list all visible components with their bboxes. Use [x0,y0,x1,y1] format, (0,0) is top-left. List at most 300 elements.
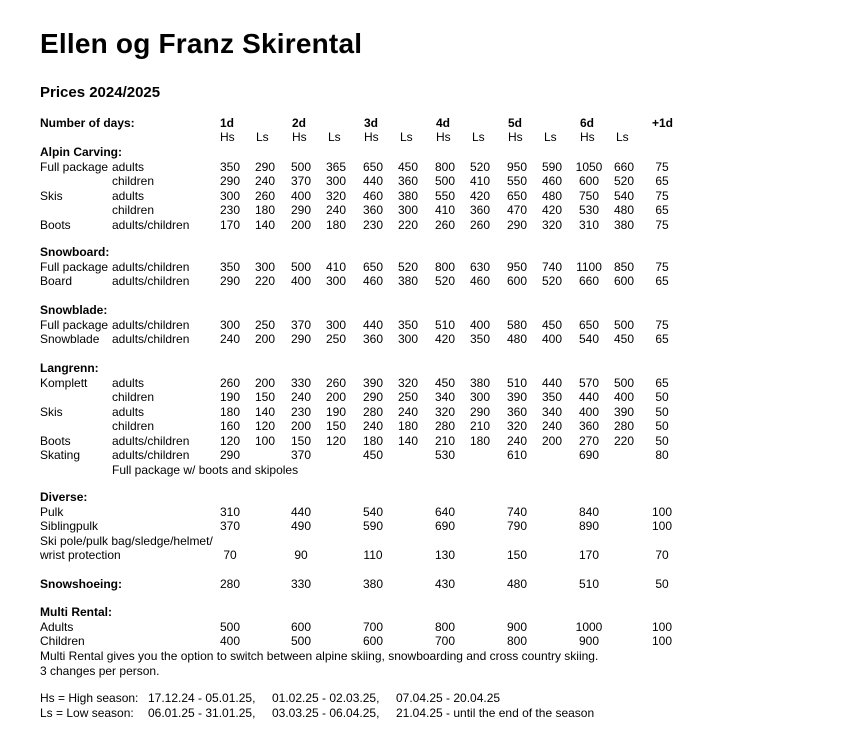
price-value: 440 [290,504,312,519]
price-value: 150 [325,419,347,433]
price-value: 50 [655,577,669,591]
price-value: 240 [506,433,528,448]
price-value: 370 [219,519,241,533]
price-value: 340 [541,404,563,419]
price-value: 950 [506,159,528,174]
price-value: 220 [254,274,276,288]
season-header: Ls [400,130,413,144]
price-value: 180 [469,433,491,448]
season-header: Hs [220,130,235,144]
price-value: 75 [655,159,669,174]
price-value: 800 [434,159,456,174]
season-header: Hs [292,130,307,144]
price-value: 80 [655,448,669,462]
price-value: 480 [613,203,635,217]
price-value: 590 [362,519,384,533]
price-value: 240 [325,203,347,217]
price-value: 390 [506,390,528,404]
price-value: 65 [655,203,669,217]
item-label: Skis [40,188,63,203]
price-value: 850 [613,259,635,274]
group-label: children [112,203,155,217]
section-title: Multi Rental: [40,605,112,619]
group-label: adults/children [112,433,190,448]
price-value: 570 [578,375,600,390]
price-value: 150 [290,433,312,448]
price-value: 590 [541,159,563,174]
price-value: 100 [651,504,673,519]
price-value: 420 [541,203,563,217]
section-title: Snowshoeing: [40,577,122,591]
price-value: 800 [506,634,528,648]
season-period: 21.04.25 - until the end of the season [396,706,595,720]
price-value: 450 [362,448,384,462]
price-value: 450 [541,317,563,332]
price-value: 270 [578,433,600,448]
group-label: adults/children [112,217,190,232]
price-value: 50 [655,419,669,433]
season-legend-label: Ls = Low season: [40,706,134,720]
item-label: Siblingpulk [40,519,99,533]
price-value: 300 [325,274,347,288]
item-label: Komplett [40,375,88,390]
price-value: 100 [651,619,673,634]
price-value: 540 [578,332,600,346]
price-value: 360 [469,203,491,217]
price-value: 450 [613,332,635,346]
price-value: 50 [655,433,669,448]
season-period: 07.04.25 - 20.04.25 [396,691,501,705]
item-label: Skis [40,404,63,419]
price-value: 260 [325,375,347,390]
group-label: children [112,174,155,188]
price-value: 180 [397,419,419,433]
season-legend-label: Hs = High season: [40,691,139,705]
season-header: Ls [544,130,557,144]
price-value: 230 [219,203,241,217]
price-value: 250 [325,332,347,346]
price-value: 480 [506,577,528,591]
day-header: +1d [652,116,674,130]
price-value: 400 [290,274,312,288]
price-value: 740 [541,259,563,274]
price-value: 520 [469,159,491,174]
price-value: 550 [506,174,528,188]
day-header: 3d [364,116,379,130]
price-value: 150 [254,390,276,404]
price-value: 610 [506,448,528,462]
price-value: 500 [613,375,635,390]
price-value: 410 [434,203,456,217]
price-value: 510 [578,577,600,591]
season-period: 17.12.24 - 05.01.25, [148,691,256,705]
price-value: 380 [613,217,635,232]
price-value: 370 [290,174,312,188]
price-value: 390 [362,375,384,390]
section-title: Diverse: [40,490,88,504]
price-value: 280 [219,577,241,591]
price-value: 300 [469,390,491,404]
price-value: 120 [254,419,276,433]
price-value: 250 [254,317,276,332]
price-value: 380 [362,577,384,591]
price-value: 380 [397,188,419,203]
price-value: 600 [506,274,528,288]
days-header-label: Number of days: [40,116,135,130]
price-value: 340 [434,390,456,404]
price-value: 360 [397,174,419,188]
price-subtitle: Prices 2024/2025 [40,84,161,101]
price-value: 350 [219,159,241,174]
price-value: 360 [578,419,600,433]
group-label: adults [112,375,145,390]
price-value: 120 [219,433,241,448]
item-label: Boots [40,433,71,448]
price-value: 75 [655,188,669,203]
price-value: 350 [397,317,419,332]
multi-rental-note: 3 changes per person. [40,663,160,678]
price-value: 50 [655,390,669,404]
item-label: Full package [40,259,109,274]
price-value: 300 [219,188,241,203]
price-value: 600 [362,634,384,648]
price-value: 220 [397,217,419,232]
item-label: Adults [40,619,74,634]
price-value: 170 [578,548,600,562]
price-value: 300 [325,317,347,332]
price-value: 330 [290,375,312,390]
price-value: 120 [325,433,347,448]
multi-rental-note: Multi Rental gives you the option to switch between alpine skiing, snowboarding and cross country skiing. [40,649,599,663]
price-value: 380 [397,274,419,288]
price-value: 300 [219,317,241,332]
price-value: 200 [541,433,563,448]
price-value: 240 [397,404,419,419]
item-label: wrist protection [40,548,121,562]
item-label: Ski pole/pulk bag/sledge/helmet/ [40,533,213,548]
season-header: Ls [616,130,629,144]
day-header: 1d [220,116,235,130]
season-header: Hs [436,130,451,144]
price-value: 650 [578,317,600,332]
price-value: 360 [362,332,384,346]
price-value: 790 [506,519,528,533]
price-value: 260 [254,188,276,203]
price-value: 410 [325,259,347,274]
price-value: 65 [655,274,669,288]
price-value: 660 [578,274,600,288]
price-value: 500 [290,634,312,648]
price-value: 290 [219,448,241,462]
price-value: 480 [506,332,528,346]
price-value: 180 [254,203,276,217]
day-header: 6d [580,116,595,130]
price-value: 660 [613,159,635,174]
group-label: adults/children [112,259,190,274]
day-header: 5d [508,116,523,130]
group-label: children [112,390,155,404]
price-value: 600 [290,619,312,634]
price-value: 290 [362,390,384,404]
price-value: 500 [290,259,312,274]
price-value: 370 [290,448,312,462]
price-value: 240 [290,390,312,404]
price-value: 700 [434,634,456,648]
price-value: 520 [434,274,456,288]
price-value: 500 [434,174,456,188]
group-label: adults [112,188,145,203]
group-label: adults/children [112,332,190,346]
season-header: Ls [328,130,341,144]
price-value: 200 [290,217,312,232]
price-value: 500 [219,619,241,634]
price-value: 600 [613,274,635,288]
price-value: 440 [578,390,600,404]
price-value: 450 [397,159,419,174]
price-value: 320 [434,404,456,419]
group-label: children [112,419,155,433]
price-value: 220 [613,433,635,448]
price-value: 90 [294,548,308,562]
price-value: 310 [578,217,600,232]
price-value: 460 [362,188,384,203]
price-value: 75 [655,217,669,232]
item-label: Full package [40,317,109,332]
price-value: 200 [254,332,276,346]
price-value: 600 [578,174,600,188]
day-header: 4d [436,116,451,130]
price-value: 230 [362,217,384,232]
price-value: 380 [469,375,491,390]
price-value: 530 [434,448,456,462]
price-value: 950 [506,259,528,274]
price-value: 420 [434,332,456,346]
price-value: 240 [362,419,384,433]
price-value: 410 [469,174,491,188]
price-value: 290 [219,274,241,288]
price-value: 400 [219,634,241,648]
group-label: adults/children [112,274,190,288]
price-value: 200 [325,390,347,404]
price-value: 65 [655,174,669,188]
price-value: 200 [290,419,312,433]
price-value: 440 [541,375,563,390]
price-value: 190 [219,390,241,404]
price-value: 190 [325,404,347,419]
price-value: 420 [469,188,491,203]
price-value: 640 [434,504,456,519]
price-value: 300 [397,332,419,346]
price-value: 530 [578,203,600,217]
price-value: 690 [578,448,600,462]
price-value: 320 [541,217,563,232]
price-value: 250 [397,390,419,404]
price-value: 180 [362,433,384,448]
price-value: 180 [325,217,347,232]
price-value: 280 [362,404,384,419]
price-value: 350 [219,259,241,274]
item-label: Full package [40,159,109,174]
price-value: 520 [613,174,635,188]
price-value: 300 [397,203,419,217]
price-value: 100 [254,433,276,448]
day-header: 2d [292,116,307,130]
price-value: 500 [613,317,635,332]
season-header: Ls [472,130,485,144]
price-value: 290 [290,203,312,217]
price-value: 1050 [575,159,603,174]
price-value: 520 [541,274,563,288]
price-value: 500 [290,159,312,174]
price-value: 280 [434,419,456,433]
price-value: 400 [578,404,600,419]
price-value: 440 [362,317,384,332]
item-label: Board [40,274,73,288]
price-value: 260 [434,217,456,232]
item-label: Pulk [40,504,64,519]
season-header: Ls [256,130,269,144]
price-value: 140 [254,404,276,419]
price-value: 210 [434,433,456,448]
price-value: 510 [506,375,528,390]
price-value: 650 [362,159,384,174]
price-value: 75 [655,317,669,332]
price-value: 400 [290,188,312,203]
section-title: Snowblade: [40,303,108,317]
price-value: 740 [506,504,528,519]
section-note: Full package w/ boots and skipoles [112,462,299,477]
price-value: 65 [655,332,669,346]
price-value: 370 [290,317,312,332]
item-label: Children [40,634,85,648]
price-value: 70 [223,548,237,562]
season-period: 03.03.25 - 06.04.25, [272,706,380,720]
price-value: 450 [434,375,456,390]
price-value: 800 [434,259,456,274]
price-value: 1000 [575,619,603,634]
section-title: Langrenn: [40,361,99,375]
price-value: 650 [506,188,528,203]
price-value: 110 [363,548,383,562]
price-value: 100 [651,519,673,533]
price-value: 900 [506,619,528,634]
price-value: 430 [434,577,456,591]
price-value: 350 [469,332,491,346]
season-period: 01.02.25 - 02.03.25, [272,691,380,705]
price-value: 550 [434,188,456,203]
group-label: adults [112,159,145,174]
price-value: 75 [655,259,669,274]
page-title: Ellen og Franz Skirental [40,28,363,59]
price-value: 310 [219,504,241,519]
price-value: 320 [325,188,347,203]
price-value: 350 [541,390,563,404]
item-label: Snowblade [40,332,100,346]
price-value: 300 [325,174,347,188]
price-value: 210 [469,419,491,433]
group-label: adults [112,404,145,419]
price-value: 700 [362,619,384,634]
price-value: 240 [219,332,241,346]
price-value: 280 [613,419,635,433]
price-value: 70 [655,548,669,562]
price-value: 540 [613,188,635,203]
price-value: 160 [219,419,241,433]
price-value: 290 [254,159,276,174]
price-value: 520 [397,259,419,274]
price-value: 365 [325,159,347,174]
price-value: 490 [290,519,312,533]
price-value: 290 [290,332,312,346]
price-value: 690 [434,519,456,533]
price-value: 290 [506,217,528,232]
price-value: 230 [290,404,312,419]
price-value: 400 [613,390,635,404]
price-value: 150 [506,548,528,562]
item-label: Skating [40,448,81,462]
price-value: 750 [578,188,600,203]
price-value: 480 [541,188,563,203]
price-value: 360 [506,404,528,419]
price-value: 330 [290,577,312,591]
price-value: 540 [362,504,384,519]
price-value: 260 [219,375,241,390]
price-value: 50 [655,404,669,419]
price-value: 460 [541,174,563,188]
price-value: 460 [362,274,384,288]
price-value: 140 [254,217,276,232]
price-value: 300 [254,259,276,274]
price-value: 180 [219,404,241,419]
price-value: 360 [362,203,384,217]
price-value: 580 [506,317,528,332]
section-title: Snowboard: [40,245,110,259]
price-value: 240 [254,174,276,188]
group-label: adults/children [112,317,190,332]
price-value: 840 [578,504,600,519]
item-label: Boots [40,217,71,232]
season-header: Hs [580,130,595,144]
price-value: 460 [469,274,491,288]
price-value: 100 [651,634,673,648]
price-value: 650 [362,259,384,274]
price-value: 800 [434,619,456,634]
season-period: 06.01.25 - 31.01.25, [148,706,256,720]
price-value: 1100 [576,259,602,274]
price-value: 260 [469,217,491,232]
price-value: 290 [469,404,491,419]
price-value: 400 [469,317,491,332]
price-value: 170 [219,217,241,232]
price-value: 140 [397,433,419,448]
price-value: 470 [506,203,528,217]
price-value: 200 [254,375,276,390]
season-header: Hs [508,130,523,144]
price-value: 240 [541,419,563,433]
price-value: 890 [578,519,600,533]
price-value: 400 [541,332,563,346]
section-title: Alpin Carving: [40,145,123,159]
price-value: 320 [506,419,528,433]
price-value: 320 [397,375,419,390]
price-value: 130 [434,548,456,562]
season-header: Hs [364,130,379,144]
price-value: 65 [655,375,669,390]
price-value: 900 [578,634,600,648]
price-value: 440 [362,174,384,188]
price-value: 290 [219,174,241,188]
group-label: adults/children [112,448,190,462]
